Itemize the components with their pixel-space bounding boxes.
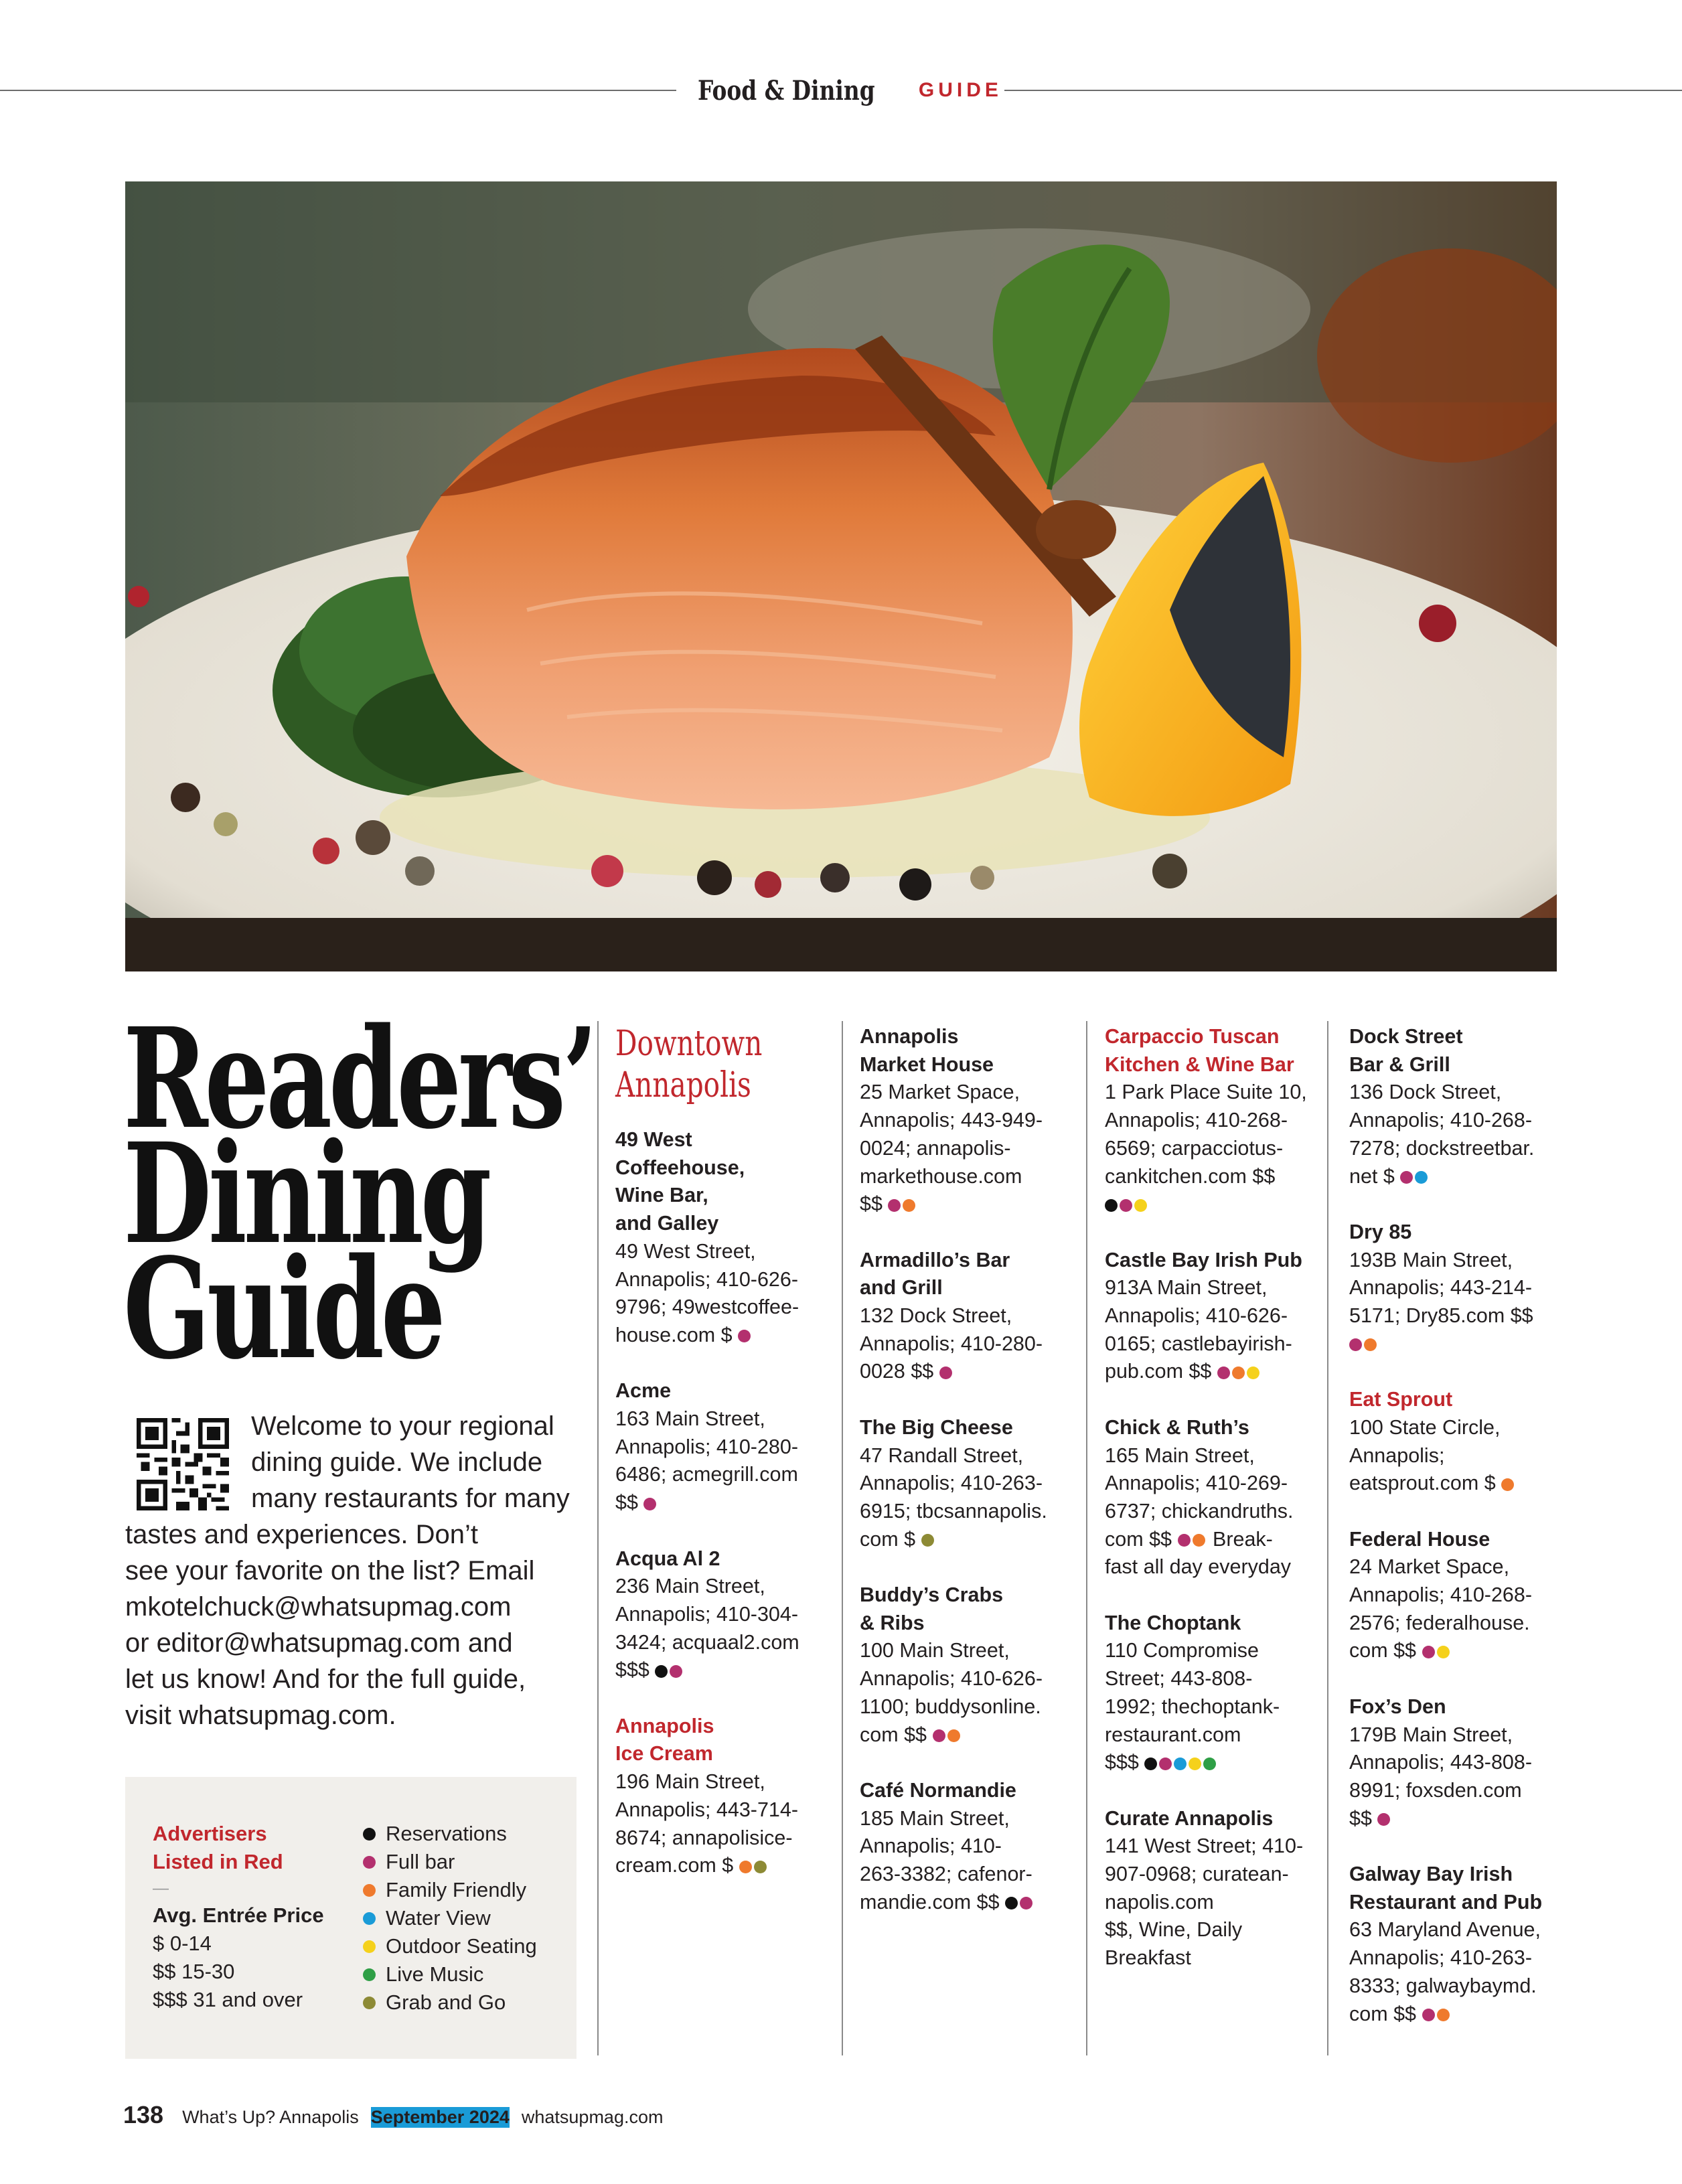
listing-column-4 [1349, 1023, 1577, 2056]
site-link[interactable]: visit whatsupmag.com. [125, 1701, 396, 1730]
amenity-dot-icon [363, 1968, 376, 1981]
price-tier: $ 0-14 [153, 1932, 212, 1955]
header-rule-right [1004, 90, 1682, 91]
restaurant-name: Curate Annapolis [1105, 1806, 1274, 1830]
publication-name: What’s Up? Annapolis [182, 2107, 359, 2127]
price-title: Avg. Entrée Price [153, 1903, 324, 1927]
restaurant-listing: Carpaccio Tuscan Kitchen & Wine Bar 1 Park Place Suite 10, Annapolis; 410-268- 6569; carpacciotus- cankitchen.com $$ [1105, 1023, 1332, 1219]
legend-key-item: Reservations [363, 1820, 570, 1848]
full-bar-dot-icon [1349, 1338, 1362, 1351]
full-bar-dot-icon [670, 1665, 682, 1678]
full-bar-dot-icon [933, 1729, 945, 1742]
reservations-dot-icon [1005, 1897, 1018, 1909]
restaurant-name: Acqua Al 2 [615, 1547, 720, 1570]
restaurant-listing: Eat Sprout 100 State Circle, Annapolis; eatsprout.com $ [1349, 1386, 1577, 1498]
amenity-dot-icon [363, 1856, 376, 1869]
issue-date: September 2024 [370, 2107, 510, 2127]
reservations-dot-icon [1144, 1758, 1157, 1770]
amenity-dot-icon [363, 1940, 376, 1953]
outdoor-seating-dot-icon [1247, 1367, 1259, 1379]
full-bar-dot-icon [1422, 2009, 1435, 2021]
restaurant-name: Ice Cream [615, 1742, 713, 1766]
restaurant-name: & Ribs [860, 1611, 925, 1634]
legend-key-item: Live Music [363, 1960, 570, 1988]
page-number: 138 [123, 2101, 164, 2128]
restaurant-listing: Café Normandie 185 Main Street, Annapolis; 410- 263-3382; cafenor- mandie.com $$ [860, 1777, 1087, 1917]
restaurant-name: Café Normandie [860, 1778, 1016, 1802]
restaurant-name: Annapolis [615, 1714, 714, 1737]
section-name: Food & Dining [698, 74, 875, 106]
restaurant-name: Restaurant and Pub [1349, 1890, 1543, 1914]
restaurant-name: Annapolis [860, 1025, 959, 1048]
amenity-dot-icon [363, 1997, 376, 2009]
amenity-dot-icon [363, 1828, 376, 1841]
family-friendly-dot-icon [739, 1861, 752, 1873]
full-bar-dot-icon [1377, 1813, 1390, 1826]
legend-key-item: Water View [363, 1904, 570, 1932]
family-friendly-dot-icon [1232, 1367, 1245, 1379]
restaurant-listing: Curate Annapolis 141 West Street; 410- 907-0968; curatean- napolis.com $$, Wine, Daily Breakfast [1105, 1805, 1332, 1972]
full-bar-dot-icon [939, 1367, 952, 1379]
listing-column-2 [860, 1023, 1087, 1944]
restaurant-listing: Buddy’s Crabs & Ribs 100 Main Street, Annapolis; 410-626- 1100; buddysonline. com $$ [860, 1581, 1087, 1749]
email-link[interactable]: mkotelchuck@whatsupmag.com [125, 1592, 512, 1622]
legend-key-item: Full bar [363, 1848, 570, 1876]
restaurant-name: 49 West [615, 1128, 692, 1151]
outdoor-seating-dot-icon [1134, 1199, 1147, 1212]
restaurant-listing: Castle Bay Irish Pub 913A Main Street, Annapolis; 410-626- 0165; castlebayirish- pub.com $$ [1105, 1247, 1332, 1387]
reservations-dot-icon [1105, 1199, 1118, 1212]
restaurant-name: Fox’s Den [1349, 1695, 1446, 1718]
full-bar-dot-icon [1159, 1758, 1172, 1770]
price-tier: $$ 15-30 [153, 1960, 235, 1983]
water-view-dot-icon [1415, 1171, 1428, 1184]
restaurant-listing: Chick & Ruth’s 165 Main Street, Annapolis; 410-269- 6737; chickandruths. com $$ Break- fast all day everyday [1105, 1414, 1332, 1581]
restaurant-listing: Fox’s Den 179B Main Street, Annapolis; 443-808- 8991; foxsden.com $$ [1349, 1693, 1577, 1833]
restaurant-name: Federal House [1349, 1527, 1490, 1551]
price-tier: $$$ 31 and over [153, 1988, 303, 2011]
restaurant-name: Buddy’s Crabs [860, 1583, 1004, 1607]
restaurant-listing: Dry 85 193B Main Street, Annapolis; 443-214- 5171; Dry85.com $$ [1349, 1219, 1577, 1358]
family-friendly-dot-icon [947, 1729, 960, 1742]
restaurant-listing: Dock Street Bar & Grill 136 Dock Street, Annapolis; 410-268- 7278; dockstreetbar. net $ [1349, 1023, 1577, 1190]
restaurant-listing: Acqua Al 2 236 Main Street, Annapolis; 410-304- 3424; acquaal2.com $$$ [615, 1545, 843, 1685]
amenity-dot-icon [363, 1912, 376, 1925]
outdoor-seating-dot-icon [1437, 1646, 1450, 1658]
family-friendly-dot-icon [1364, 1338, 1377, 1351]
full-bar-dot-icon [1217, 1367, 1230, 1379]
family-friendly-dot-icon [1193, 1534, 1205, 1547]
restaurant-listing: Acme 163 Main Street, Annapolis; 410-280- 6486; acmegrill.com $$ [615, 1377, 843, 1517]
restaurant-name: Bar & Grill [1349, 1052, 1450, 1076]
page-footer [123, 2101, 663, 2129]
legend-box: Advertisers Listed in Red — Avg. Entrée Price $ 0-14 $$ 15-30 $$$ 31 and over Reservations Full bar Family Friendly Water View Outdoor Seating Live Music Grab and Go [125, 1777, 577, 2059]
full-bar-dot-icon [888, 1199, 901, 1212]
grab-and-go-dot-icon [754, 1861, 767, 1873]
restaurant-listing: The Choptank 110 Compromise Street; 443-808- 1992; thechoptank- restaurant.com $$$ [1105, 1610, 1332, 1777]
legend-key-item: Grab and Go [363, 1988, 570, 2017]
footer-site-link[interactable]: whatsupmag.com [521, 2107, 664, 2127]
salmon-dish-illustration [125, 181, 1557, 971]
listing-column-1 [615, 1023, 843, 1908]
section-header [690, 66, 1002, 115]
section-label: GUIDE [918, 79, 1002, 101]
full-bar-dot-icon [1120, 1199, 1132, 1212]
restaurant-name: Castle Bay Irish Pub [1105, 1248, 1302, 1271]
restaurant-name: Wine Bar, [615, 1184, 708, 1207]
restaurant-name: The Choptank [1105, 1611, 1241, 1634]
restaurant-name: Chick & Ruth’s [1105, 1415, 1249, 1439]
grab-and-go-dot-icon [921, 1534, 934, 1547]
listing-column-3 [1105, 1023, 1332, 2001]
restaurant-name: and Grill [860, 1276, 943, 1300]
full-bar-dot-icon [1178, 1534, 1191, 1547]
family-friendly-dot-icon [903, 1199, 915, 1212]
restaurant-listing: Galway Bay Irish Restaurant and Pub 63 Maryland Avenue, Annapolis; 410-263- 8333; galwaybaymd. com $$ [1349, 1861, 1577, 2028]
restaurant-name: Market House [860, 1052, 994, 1076]
reservations-dot-icon [655, 1665, 668, 1678]
outdoor-seating-dot-icon [1189, 1758, 1201, 1770]
family-friendly-dot-icon [1437, 2009, 1450, 2021]
legend-key-item: Outdoor Seating [363, 1932, 570, 1960]
header-rule-left [0, 90, 676, 91]
legend-key-item: Family Friendly [363, 1876, 570, 1904]
live-music-dot-icon [1203, 1758, 1216, 1770]
full-bar-dot-icon [738, 1330, 751, 1342]
restaurant-listing: 49 West Coffeehouse, Wine Bar, and Galley 49 West Street, Annapolis; 410-626- 9796; 49westcoffee- house.com $ [615, 1126, 843, 1350]
restaurant-listing: Annapolis Market House 25 Market Space, Annapolis; 443-949- 0024; annapolis- markethouse.com $$ [860, 1023, 1087, 1219]
full-bar-dot-icon [643, 1498, 656, 1510]
water-view-dot-icon [1174, 1758, 1187, 1770]
column-divider [597, 1021, 599, 2055]
restaurant-name: Carpaccio Tuscan [1105, 1025, 1280, 1048]
advertisers-note: Advertisers [153, 1822, 267, 1845]
full-bar-dot-icon [1400, 1171, 1413, 1184]
restaurant-name: Kitchen & Wine Bar [1105, 1052, 1294, 1076]
restaurant-name: Eat Sprout [1349, 1388, 1453, 1411]
restaurant-name: Armadillo’s Bar [860, 1248, 1010, 1271]
restaurant-listing: Armadillo’s Bar and Grill 132 Dock Street, Annapolis; 410-280- 0028 $$ [860, 1247, 1087, 1387]
restaurant-name: Dock Street [1349, 1025, 1463, 1048]
amenity-dot-icon [363, 1884, 376, 1897]
restaurant-name: The Big Cheese [860, 1415, 1013, 1439]
page-title: Readers’ Dining Guide [123, 998, 595, 1390]
full-bar-dot-icon [1020, 1897, 1033, 1909]
amenity-key [363, 1820, 570, 2017]
restaurant-name: and Galley [615, 1212, 719, 1235]
restaurant-name: Coffeehouse, [615, 1156, 745, 1179]
full-bar-dot-icon [1422, 1646, 1435, 1658]
restaurant-name: Galway Bay Irish [1349, 1863, 1513, 1886]
legend-dash: — [153, 1879, 169, 1897]
restaurant-name: Acme [615, 1379, 672, 1403]
restaurant-listing: Annapolis Ice Cream 196 Main Street, Annapolis; 443-714- 8674; annapolisice- cream.com $ [615, 1713, 843, 1880]
intro-text: Welcome to your regional dining guide. We include many restaurants for many tastes and experiences. Don’t see your favorite on the list? Email mkotelchuck@whatsupmag.com or editor@whatsupmag.com and let us know! And for the full guide, visit whatsupmag.com. [125, 1411, 570, 1730]
hero-photo [125, 181, 1557, 971]
restaurant-name: Dry 85 [1349, 1220, 1412, 1243]
restaurant-listing: The Big Cheese 47 Randall Street, Annapolis; 410-263- 6915; tbcsannapolis. com $ [860, 1414, 1087, 1554]
family-friendly-dot-icon [1501, 1478, 1514, 1491]
restaurant-listing: Federal House 24 Market Space, Annapolis; 410-268- 2576; federalhouse. com $$ [1349, 1526, 1577, 1666]
area-heading: Downtown Annapolis [615, 1024, 763, 1105]
